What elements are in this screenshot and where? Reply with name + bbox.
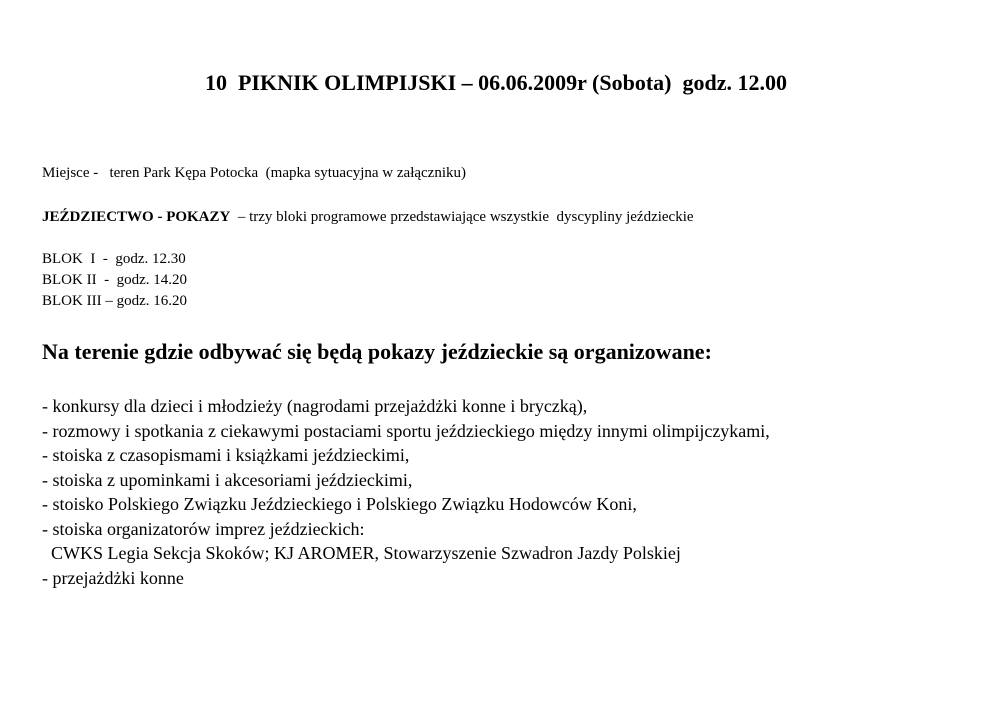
section-heading: Na terenie gdzie odbywać się będą pokazy jeździeckie są organizowane: [42, 339, 712, 364]
riding-shows-description: – trzy bloki programowe przedstawiające wszystkie dyscypliny jeździeckie [230, 209, 694, 225]
riding-shows-line [42, 207, 694, 227]
attractions-list [42, 394, 770, 590]
list-item: - rozmowy i spotkania z ciekawymi postaciami sportu jeździeckiego między innymi olimpijczykami, [42, 420, 770, 441]
document-title: 10 PIKNIK OLIMPIJSKI – 06.06.2009r (Sobota) godz. 12.00 [204, 70, 787, 95]
event-place: Miejsce - teren Park Kępa Potocka (mapka sytuacyjna w załączniku) [42, 165, 466, 181]
program-block-1: BLOK I - godz. 12.30 [42, 251, 186, 267]
list-item: CWKS Legia Sekcja Skoków; KJ AROMER, Stowarzyszenie Szwadron Jazdy Polskiej [42, 543, 681, 563]
list-item: - konkursy dla dzieci i młodzieży (nagrodami przejażdżki konne i bryczką), [42, 396, 588, 416]
list-item: - stoisko Polskiego Związku Jeździeckiego i Polskiego Związku Hodowców Koni, [42, 494, 637, 514]
riding-shows-label: JEŹDZIECTWO - POKAZY [42, 209, 231, 225]
program-block-3: BLOK III – godz. 16.20 [42, 293, 187, 309]
program-blocks [42, 249, 187, 312]
list-item: - stoiska z czasopismami i książkami jeździeckimi, [42, 445, 410, 465]
list-item: - przejażdżki konne [42, 567, 184, 588]
list-item: - stoiska z upominkami i akcesoriami jeździeckimi, [42, 469, 413, 490]
program-block-2: BLOK II - godz. 14.20 [42, 272, 187, 288]
list-item: - stoiska organizatorów imprez jeździeckich: [42, 518, 365, 539]
